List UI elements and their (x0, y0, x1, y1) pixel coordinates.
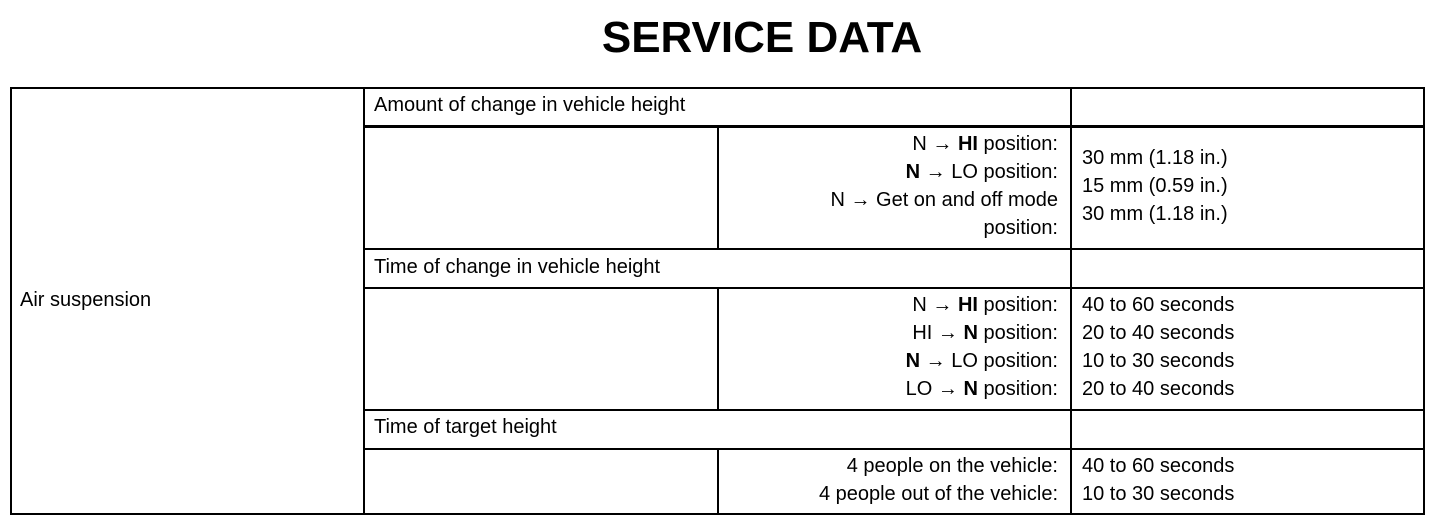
to-state: LO (951, 161, 978, 183)
section-header-target-time: Time of target height (374, 416, 557, 438)
condition-label (906, 375, 1058, 403)
condition-label (912, 319, 1058, 347)
row-divider-4 (363, 409, 1423, 411)
to-state: HI (957, 133, 978, 155)
row-divider-3 (363, 287, 1423, 289)
spec-value: 30 mm (1.18 in.) (1082, 203, 1228, 225)
category-label: Air suspension (20, 289, 152, 311)
spec-value: 40 to 60 seconds (1082, 455, 1235, 477)
from-state: N (905, 161, 921, 183)
condition-label (906, 347, 1058, 375)
row-divider-2 (363, 248, 1423, 250)
from-state: LO (905, 378, 933, 400)
spec-value: 10 to 30 seconds (1082, 483, 1235, 505)
from-state: N (830, 189, 845, 211)
condition-label-continuation: position: (983, 217, 1058, 239)
condition-label (847, 452, 1058, 480)
spec-value: 20 to 40 seconds (1082, 322, 1235, 344)
position-suffix: position: (977, 294, 1058, 316)
condition-label (906, 158, 1058, 186)
position-suffix: position: (977, 161, 1058, 183)
arrow-icon: → (932, 322, 964, 344)
position-suffix: position: (977, 322, 1058, 344)
spec-value: 20 to 40 seconds (1082, 378, 1235, 400)
from-state: N (912, 133, 927, 155)
condition-label (830, 186, 1058, 214)
section-header-time-change: Time of change in vehicle height (374, 256, 661, 278)
condition-label (912, 291, 1058, 319)
col-divider-2a (717, 127, 719, 249)
to-state: N (963, 378, 978, 400)
arrow-icon: → (844, 189, 877, 211)
from-state: N (912, 294, 927, 316)
spec-value: 10 to 30 seconds (1082, 350, 1235, 372)
position-suffix: position: (977, 133, 1058, 155)
row-divider-5 (363, 448, 1423, 450)
to-state: LO (951, 350, 978, 372)
arrow-icon: → (920, 350, 952, 372)
arrow-icon: → (926, 133, 958, 155)
condition-text: 4 people out of the vehicle: (818, 483, 1058, 505)
condition-text: 4 people on the vehicle: (846, 455, 1058, 477)
page-title: SERVICE DATA (601, 13, 923, 62)
to-state: HI (957, 294, 978, 316)
condition-label (819, 480, 1058, 508)
to-state: Get on and off mode (876, 189, 1058, 211)
col-divider-2b (717, 288, 719, 410)
to-state: N (963, 322, 978, 344)
section-header-height-change: Amount of change in vehicle height (374, 94, 686, 116)
row-divider-1 (363, 125, 1423, 128)
from-state: N (905, 350, 921, 372)
arrow-icon: → (932, 378, 964, 400)
arrow-icon: → (926, 294, 958, 316)
spec-value: 30 mm (1.18 in.) (1082, 147, 1228, 169)
condition-label (912, 130, 1058, 158)
position-suffix: position: (977, 350, 1058, 372)
col-divider-2c (717, 449, 719, 513)
spec-value: 40 to 60 seconds (1082, 294, 1235, 316)
spec-value: 15 mm (0.59 in.) (1082, 175, 1228, 197)
arrow-icon: → (920, 161, 952, 183)
position-suffix: position: (977, 378, 1058, 400)
from-state: HI (912, 322, 933, 344)
